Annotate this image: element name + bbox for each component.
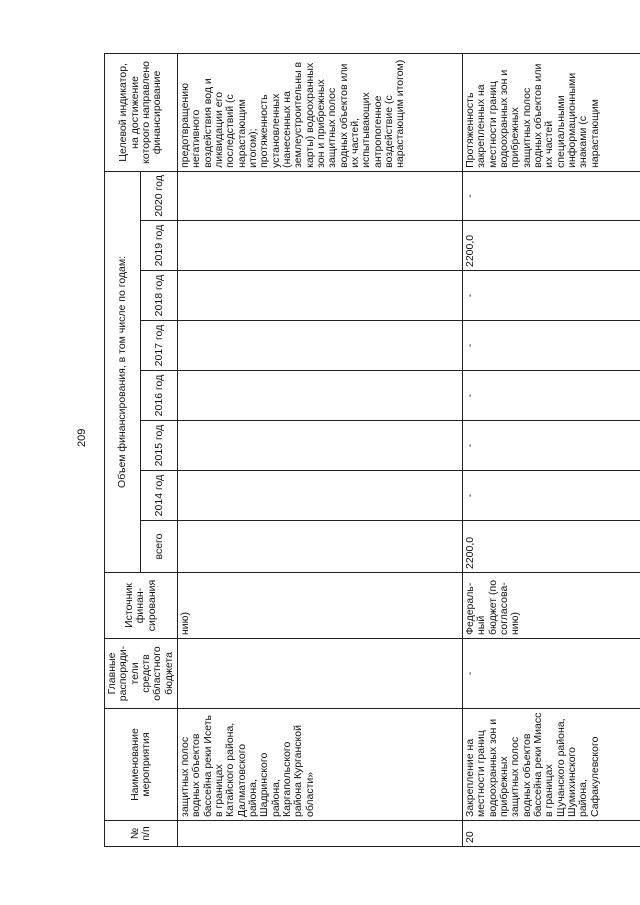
cell-total (177, 521, 462, 573)
cell-year: - (462, 471, 640, 521)
header-source: Источник финан-сирования (105, 573, 178, 639)
cell-year: - (462, 421, 640, 471)
cell-num: 20 (462, 821, 640, 847)
cell-year (177, 471, 462, 521)
header-year: 2018 год (141, 271, 177, 321)
header-year: 2016 год (141, 371, 177, 421)
cell-year (177, 371, 462, 421)
cell-indicator: Протяженность закрепленных на местности границ водоохранных зон и прибрежных защитных полос водных объектов или их частей специальными информационными знаками (с нарастающим (462, 53, 640, 171)
cell-year: - (462, 271, 640, 321)
cell-managers: - (462, 639, 640, 709)
cell-year: - (462, 371, 640, 421)
header-row-1 (105, 53, 141, 846)
header-volume-group: Объем финансирования, в том числе по годам: (105, 171, 141, 572)
cell-year (177, 421, 462, 471)
cell-year (177, 321, 462, 371)
cell-source: Федераль-ный бюджет (по согласова-нию) (462, 573, 640, 639)
header-year: 2015 год (141, 421, 177, 471)
cell-total: 2200,0 (462, 521, 640, 573)
header-total: всего (141, 521, 177, 573)
cell-year: - (462, 171, 640, 220)
cell-year: - (462, 321, 640, 371)
header-year: 2017 год (141, 321, 177, 371)
cell-year (177, 271, 462, 321)
page-number: 209 (76, 428, 88, 447)
cell-year: 2200,0 (462, 221, 640, 271)
header-indicator: Целевой индикатор, на достижение которого направлено финансирование (105, 53, 178, 171)
cell-indicator: предотвращению негативного воздействия вод и ликвидации его последствий (с нарастающим итогом); протяженность установленных (нанесенных на землеустроительны в карты) водоохранных зон и прибрежных защитных полос водных объектов или их частей, испытывающих антропогенное воздействие (с нарастающим итогом) (177, 53, 462, 171)
cell-year (177, 171, 462, 220)
header-year: 2014 год (141, 471, 177, 521)
cell-source: нию) (177, 573, 462, 639)
header-num: № п/п (105, 821, 178, 847)
header-year: 2019 год (141, 221, 177, 271)
cell-num (177, 821, 462, 847)
header-year: 2020 год (141, 171, 177, 220)
header-managers: Главные распоряди-тели средств областного бюджета (105, 639, 178, 709)
table-row (462, 53, 640, 846)
header-name: Наименование мероприятия (105, 709, 178, 821)
cell-name: Закрепление на местности границ водоохранных зон и прибрежных защитных полос водных объектов бассейна реки Миасс в границах Щучанского района, Шумихинского района, Сафакулевского (462, 709, 640, 821)
table-row (177, 53, 462, 846)
cell-name: защитных полос водных объектов бассейна реки Исеть в границах Катайского района, Далматовского района, Шадринского района, Каргапольского района Курганской области» (177, 709, 462, 821)
program-table (104, 53, 640, 847)
cell-managers (177, 639, 462, 709)
cell-year (177, 221, 462, 271)
